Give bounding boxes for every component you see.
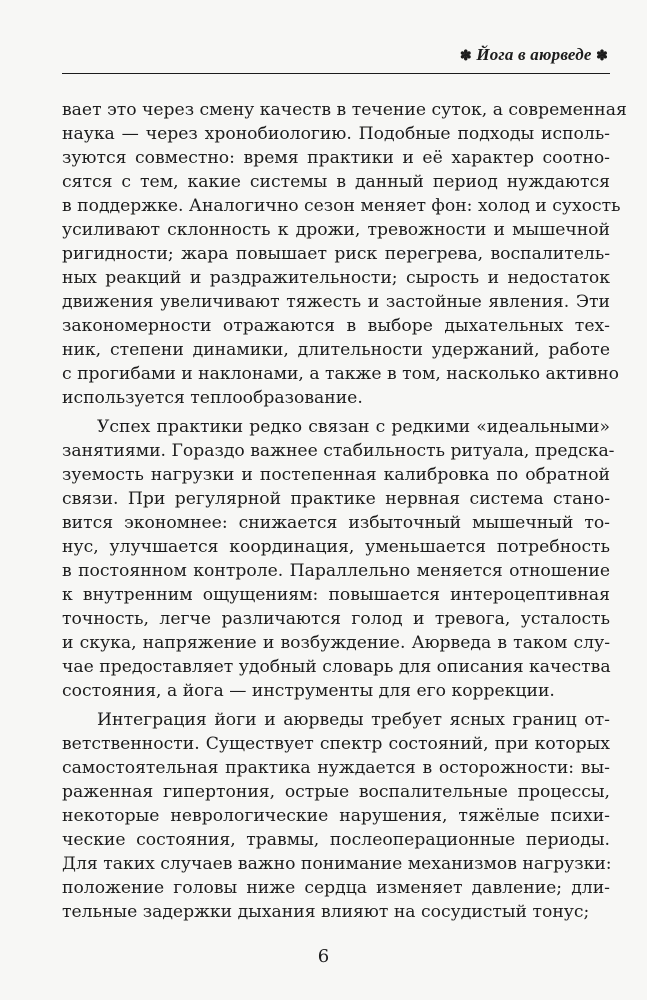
text-line: наука — через хронобиологию. Подобные подходы исполь- (62, 124, 610, 144)
paragraph (62, 708, 610, 924)
text-line: ных реакций и раздражительности; сырость и недостаток (62, 268, 610, 288)
text-line: зуемость нагрузки и постепенная калибровка по обратной (62, 465, 610, 485)
text-line: самостоятельная практика нуждается в осторожности: вы- (62, 758, 610, 778)
text-line: движения увеличивают тяжесть и застойные явления. Эти (62, 292, 610, 312)
running-head-title: Йога в аюрведе (476, 45, 592, 64)
paragraph (62, 415, 615, 703)
page-number: 6 (317, 946, 330, 967)
text-line: Успех практики редко связан с редкими «идеальными» (97, 417, 610, 437)
text-body (62, 98, 627, 929)
text-line: ригидности; жара повышает риск перегрева, воспалитель- (62, 244, 610, 264)
running-head (62, 44, 608, 68)
text-line: вится экономнее: снижается избыточный мышечный то- (62, 513, 610, 533)
paragraph (62, 98, 627, 410)
text-line: чае предоставляет удобный словарь для описания качества (62, 657, 611, 677)
text-line: сятся с тем, какие системы в данный период нуждаются (62, 172, 610, 192)
text-line: используется теплообразование. (62, 388, 363, 408)
text-line: в постоянном контроле. Параллельно меняется отношение (62, 561, 610, 581)
text-line: тельные задержки дыхания влияют на сосудистый тонус; (62, 902, 590, 922)
text-line: некоторые неврологические нарушения, тяжёлые психи- (62, 806, 610, 826)
text-line: в поддержке. Аналогично сезон меняет фон: холод и сухость (62, 196, 621, 216)
text-line: закономерности отражаются в выборе дыхательных тех- (62, 316, 610, 336)
text-line: ник, степени динамики, длительности удержаний, работе (62, 340, 610, 360)
text-line: вает это через смену качеств в течение суток, а современная (62, 100, 627, 120)
text-line: усиливают склонность к дрожи, тревожности и мышечной (62, 220, 610, 240)
text-line: ветственности. Существует спектр состояний, при которых (62, 734, 610, 754)
header-rule (62, 73, 610, 74)
text-line: положение головы ниже сердца изменяет давление; дли- (62, 878, 610, 898)
flower-ornament-icon: ✽ (459, 49, 472, 64)
text-line: точность, легче различаются голод и тревога, усталость (62, 609, 610, 629)
text-line: Интеграция йоги и аюрведы требует ясных границ от- (97, 710, 610, 730)
text-line: Для таких случаев важно понимание механизмов нагрузки: (62, 854, 612, 874)
text-line: раженная гипертония, острые воспалительные процессы, (62, 782, 610, 802)
text-line: с прогибами и наклонами, а также в том, насколько активно (62, 364, 619, 384)
flower-ornament-icon: ✽ (596, 49, 608, 64)
text-line: нус, улучшается координация, уменьшается потребность (62, 537, 610, 557)
text-line: к внутренним ощущениям: повышается интероцептивная (62, 585, 610, 605)
text-line: ческие состояния, травмы, послеоперационные периоды. (62, 830, 610, 850)
text-line: и скука, напряжение и возбуждение. Аюрведа в таком слу- (62, 633, 610, 653)
text-line: занятиями. Гораздо важнее стабильность ритуала, предска- (62, 441, 615, 461)
text-line: связи. При регулярной практике нервная система стано- (62, 489, 610, 509)
text-line: состояния, а йога — инструменты для его коррекции. (62, 681, 555, 701)
text-line: зуются совместно: время практики и её характер соотно- (62, 148, 610, 168)
